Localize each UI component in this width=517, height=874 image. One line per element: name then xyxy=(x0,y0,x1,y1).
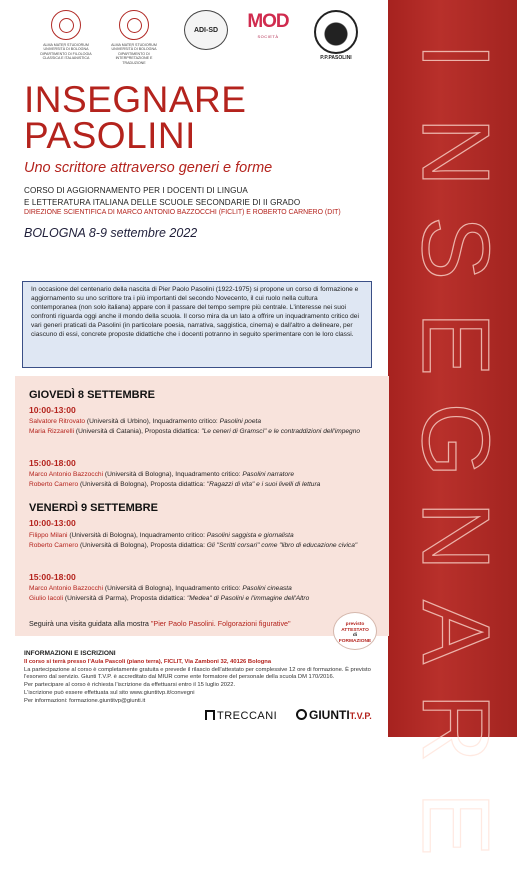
pasolini-portrait-icon xyxy=(314,10,358,54)
talk-title: Pasolini poeta xyxy=(219,418,262,425)
pasolini-caption: P.P.PASOLINI xyxy=(320,55,352,61)
talk-text: (Università di Urbino), Inquadramento critico: xyxy=(85,418,220,425)
talk-title: Pasolini narratore xyxy=(242,471,295,478)
talk-title: "Ragazzi di vita" e i suoi livelli di lettura xyxy=(206,481,321,488)
certificate-badge xyxy=(333,612,377,650)
band-letter: E xyxy=(402,791,509,857)
course-line: E LETTERATURA ITALIANA DELLE SCUOLE SECONDARIE DI II GRADO xyxy=(24,198,301,207)
band-letter: G xyxy=(402,402,509,478)
day-heading: VENERDÌ 9 SETTEMBRE xyxy=(29,502,158,514)
page-title xyxy=(24,79,247,156)
band-letter: A xyxy=(402,599,509,665)
info-line: Per partecipare al corso è richiesta l'iscrizione da effettuarsi entro il 15 luglio 2022. xyxy=(24,682,236,688)
session-time: 10:00-13:00 xyxy=(29,405,76,415)
unibo-ficlit-logo xyxy=(40,10,92,61)
talk-item xyxy=(29,480,373,489)
talk-item xyxy=(29,594,373,603)
badge-line: FORMAZIONE xyxy=(338,638,372,644)
contact-email[interactable]: Per informazioni: formazione.giuntitvp@giunti.it xyxy=(24,698,146,704)
venue-line: Il corso si terrà presso l'Aula Pascoli (piano terra), FICLIT, Via Zamboni 32, 40126 Bologna xyxy=(24,659,272,665)
side-band xyxy=(388,0,517,857)
talk-item xyxy=(29,417,373,426)
talk-item xyxy=(29,531,373,540)
speaker-name: Maria Rizzarelli xyxy=(29,428,75,435)
talk-title: Pasolini cineasta xyxy=(242,585,292,592)
giunti-tvp-logo xyxy=(296,708,372,722)
intro-box: In occasione del centenario della nascita di Pier Paolo Pasolini (1922-1975) si propone un corso di formazione e aggiornamento su uno scrittore tra i più importanti del secondo Novecento, il cui ruolo nella cultura contemporanea (non solo italiana) appare con il passare del tempo sempre più centrale. L'interesse nei suoi confronti riguarda oggi anche il mondo della scuola. Il corso mira da un lato a offrire un inquadramento critico dei vari generi praticati da Pasolini (in particolare poesia, narrativa, saggistica, cinema) e dall'altro a delineare, per ciascuno di essi, concrete proposte didattiche che i docenti potranno in seguito sperimentare con le loro classi. xyxy=(22,281,372,368)
band-word xyxy=(396,8,514,857)
university-seal-icon xyxy=(51,10,81,40)
talk-text: (Università di Bologna), Inquadramento critico: xyxy=(103,585,243,592)
title-line: PASOLINI xyxy=(24,115,196,156)
talk-item xyxy=(29,541,373,550)
band-letter: I xyxy=(402,42,509,70)
talk-text: (Università di Bologna), Inquadramento critico: xyxy=(103,471,243,478)
band-letter: E xyxy=(402,311,509,377)
talk-title: Gli "Scritti corsari" come "libro di educazione civica" xyxy=(206,542,358,549)
treccani-icon xyxy=(205,710,215,720)
speaker-name: Roberto Carnero xyxy=(29,542,79,549)
talk-title: "Le ceneri di Gramsci" e le contraddizioni dell'impegno xyxy=(201,428,361,435)
speaker-name: Giulio Iacoli xyxy=(29,595,64,602)
badge-line: previsto xyxy=(345,622,365,627)
exhibition-visit xyxy=(29,619,291,628)
mod-subtitle: SOCIETÀ xyxy=(257,34,279,39)
band-letter: N xyxy=(402,501,509,571)
treccani-logo xyxy=(205,710,277,722)
speaker-name: Marco Antonio Bazzocchi xyxy=(29,471,104,478)
university-seal-icon xyxy=(119,10,149,40)
schedule-box xyxy=(15,376,389,639)
session-time: 15:00-18:00 xyxy=(29,458,76,468)
course-line: CORSO DI AGGIORNAMENTO PER I DOCENTI DI LINGUA xyxy=(24,186,248,195)
info-line: La partecipazione al corso è completamente gratuita e prevede il rilascio dell'attestato per complessive 12 ore di formazione. È previsto xyxy=(24,667,371,673)
scientific-direction: DIREZIONE SCIENTIFICA DI MARCO ANTONIO BAZZOCCHI (FICLIT) E ROBERTO CARNERO (DIT) xyxy=(24,209,341,216)
mod-mark: MOD xyxy=(247,11,289,32)
talk-text: (Università di Bologna), Proposta didattica: xyxy=(78,542,207,549)
registration-link[interactable]: L'iscrizione può essere effettuata sul sito www.giuntitvp.it/convegni xyxy=(24,690,195,696)
exhibition-title: "Pier Paolo Pasolini. Folgorazioni figurative" xyxy=(150,619,291,628)
talk-text: (Università di Bologna), Inquadramento critico: xyxy=(67,532,207,539)
info-line: l'esonero dal servizio. Giunti T.V.P. è accreditato dal MIUR come ente formatore del personale della scuola DM 170/2016. xyxy=(24,674,335,680)
logo-row xyxy=(40,10,390,80)
speaker-name: Salvatore Ritrovato xyxy=(29,418,86,425)
event-date: BOLOGNA 8-9 settembre 2022 xyxy=(24,226,198,240)
talk-item xyxy=(29,584,373,593)
session-time: 10:00-13:00 xyxy=(29,518,76,528)
adi-sd-mark: ADI-SD xyxy=(184,10,228,50)
mod-logo xyxy=(242,10,294,39)
title-line: INSEGNARE xyxy=(24,79,247,120)
band-letter: N xyxy=(402,117,509,187)
unibo-dit-logo xyxy=(106,10,162,65)
talk-item xyxy=(29,470,373,479)
pasolini-centre-logo xyxy=(308,10,364,61)
talk-text: (Università di Catania), Proposta didattica: xyxy=(74,428,202,435)
logo-caption: ALMA MATER STUDIORUM UNIVERSITÀ DI BOLOGNA DIPARTIMENTO DI INTERPRETAZIONE E TRADUZIONE xyxy=(111,43,157,65)
subtitle: Uno scrittore attraverso generi e forme xyxy=(24,160,273,176)
talk-text: (Università di Parma), Proposta didattica: xyxy=(63,595,187,602)
treccani-name: TRECCANI xyxy=(217,710,278,722)
visit-text: Seguirà una visita guidata alla mostra xyxy=(29,619,151,628)
info-heading: INFORMAZIONI E ISCRIZIONI xyxy=(24,650,116,657)
badge-line: ATTESTATO xyxy=(341,627,369,633)
tvp-name: T.V.P. xyxy=(349,711,372,721)
session-time: 15:00-18:00 xyxy=(29,572,76,582)
giunti-icon xyxy=(296,709,307,720)
talk-item xyxy=(29,427,373,436)
speaker-name: Roberto Carnero xyxy=(29,481,79,488)
speaker-name: Filippo Milani xyxy=(29,532,68,539)
logo-caption: ALMA MATER STUDIORUM UNIVERSITÀ DI BOLOGNA DIPARTIMENTO DI FILOLOGIA CLASSICA E ITALIANISTICA xyxy=(40,43,92,61)
giunti-name: GIUNTI xyxy=(309,708,350,722)
band-letter: S xyxy=(402,215,509,281)
talk-title: Pasolini saggista e giornalista xyxy=(206,532,294,539)
talk-text: (Università di Bologna), Proposta didattica: xyxy=(78,481,207,488)
band-letter: R xyxy=(402,693,509,763)
speaker-name: Marco Antonio Bazzocchi xyxy=(29,585,104,592)
adi-sd-logo xyxy=(184,10,230,50)
day-heading: GIOVEDÌ 8 SETTEMBRE xyxy=(29,389,155,401)
badge-line: di xyxy=(352,633,358,639)
talk-title: "Medea" di Pasolini e l'immagine dell'Altro xyxy=(186,595,310,602)
